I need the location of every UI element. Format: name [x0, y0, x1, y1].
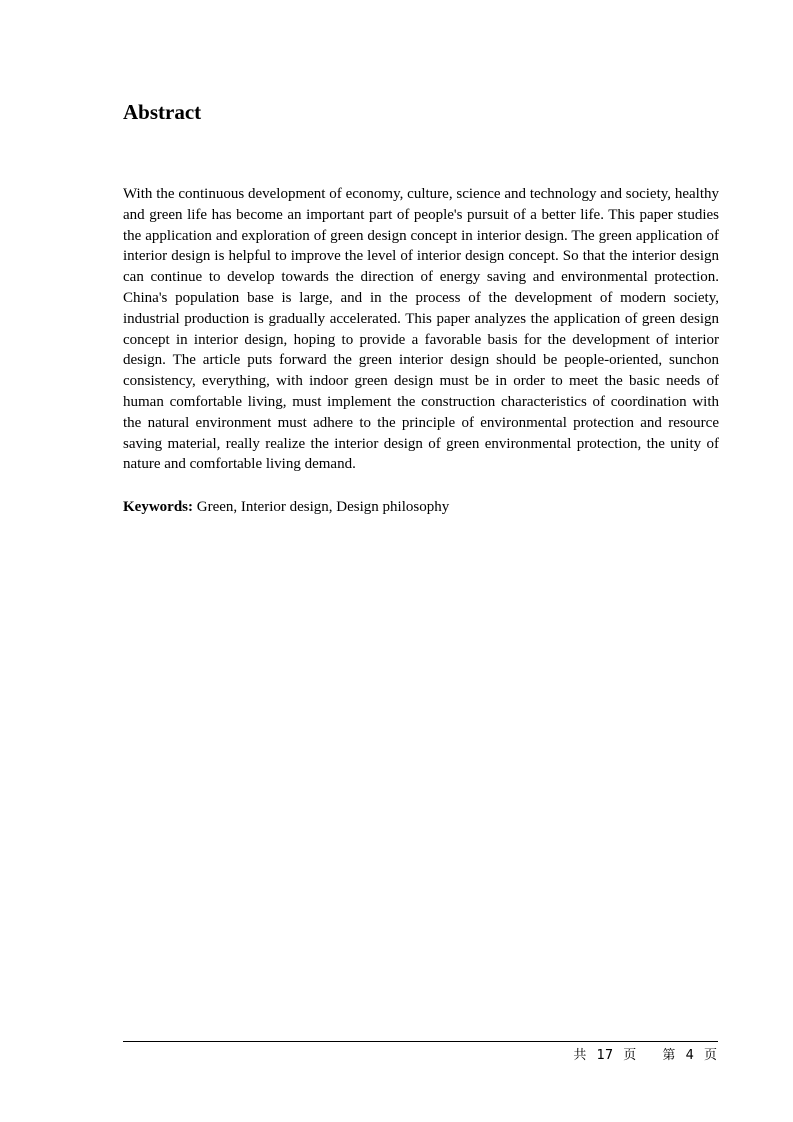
keywords-value: Green, Interior design, Design philosophy	[193, 499, 450, 515]
abstract-paragraph: With the continuous development of economy, culture, science and technology and society, healthy and green life has become an important part of people's pursuit of a better life. This paper studies the application and exploration of green design concept in interior design. The green application of interior design is helpful to improve the level of interior design concept. So that the interior design can continue to develop towards the direction of energy saving and environmental protection. China's population base is large, and in the process of the development of modern society, industrial production is gradually accelerated. This paper analyzes the application of green design concept in interior design, hoping to provide a favorable basis for the development of interior design. The article puts forward the green interior design should be people-oriented, sunchon consistency, everything, with indoor green design must be in order to meet the basic needs of human comfortable living, must implement the construction characteristics of coordination with the natural environment must adhere to the principle of environmental protection and resource saving material, really realize the interior design of green environmental protection, the unity of nature and comfortable living demand.	[123, 186, 719, 473]
current-page-prefix: 第	[662, 1048, 676, 1063]
footer-divider	[123, 1041, 718, 1042]
total-pages-suffix: 页	[623, 1048, 637, 1063]
page-number-footer	[573, 1046, 717, 1066]
abstract-heading: Abstract	[123, 100, 202, 124]
keywords-label: Keywords:	[123, 499, 193, 515]
current-page-number: 4	[685, 1048, 694, 1063]
total-pages-prefix: 共	[573, 1048, 587, 1063]
current-page-suffix: 页	[703, 1048, 717, 1063]
total-pages-count: 17	[596, 1048, 614, 1063]
keywords-line	[123, 497, 719, 518]
